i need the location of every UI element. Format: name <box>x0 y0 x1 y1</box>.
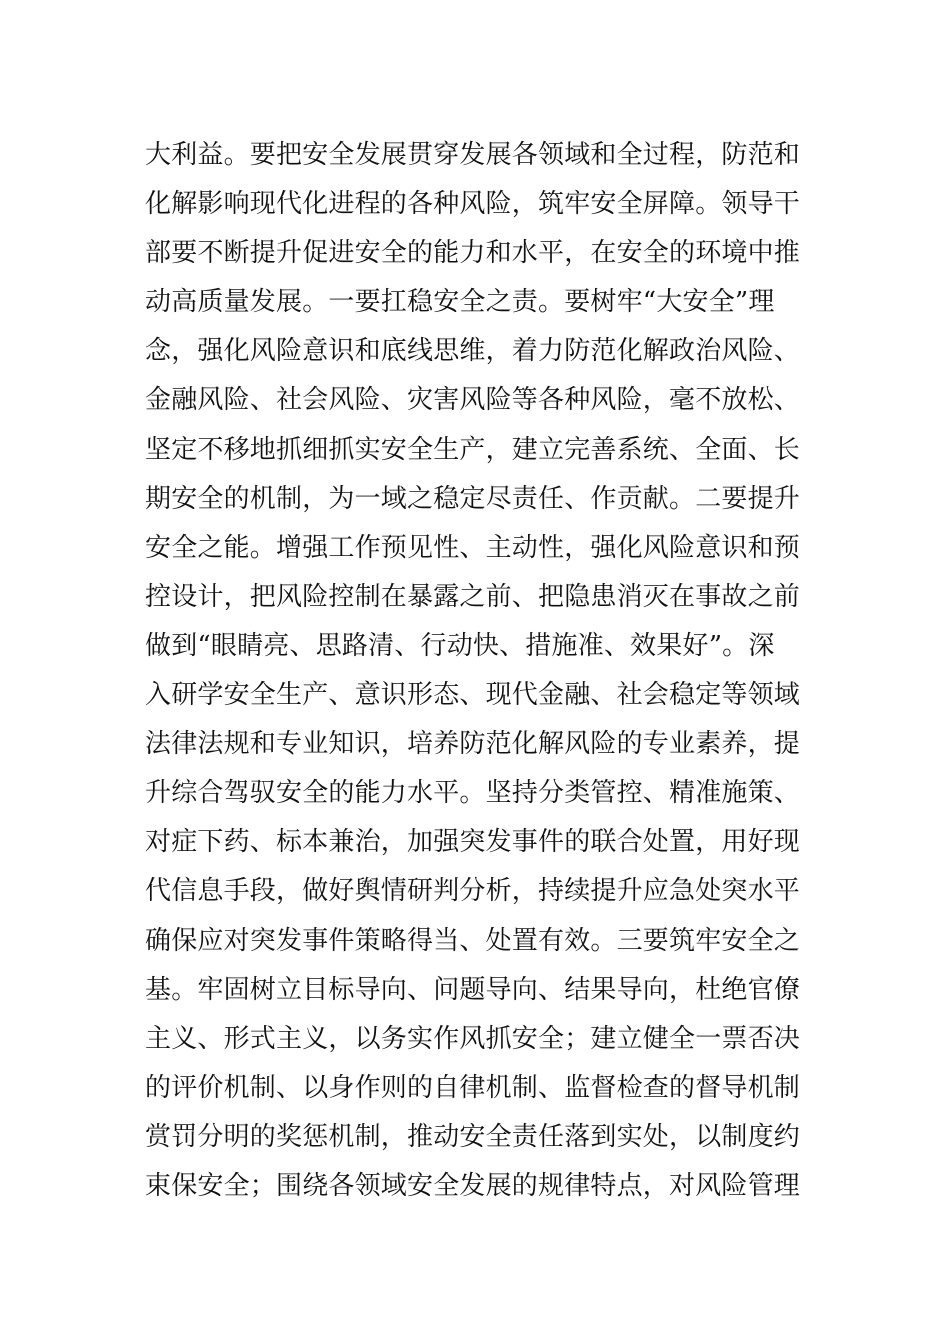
text-line: 坚定不移地抓细抓实安全生产，建立完善系统、全面、长 <box>145 434 801 465</box>
text-line: 基。牢固树立目标导向、问题导向、结果导向，杜绝官僚 <box>145 974 801 1005</box>
text-line: 代信息手段，做好舆情研判分析，持续提升应急处突水平 <box>145 876 801 907</box>
text-line: 升综合驾驭安全的能力水平。坚持分类管控、精准施策、 <box>145 778 801 809</box>
text-line: 做到“眼睛亮、思路清、行动快、措施准、效果好”。深 <box>145 630 775 661</box>
text-line: 控设计，把风险控制在暴露之前、把隐患消灭在事故之前 <box>145 581 801 612</box>
text-line: 入研学安全生产、意识形态、现代金融、社会稳定等领域 <box>145 680 801 711</box>
text-line: 期安全的机制，为一域之稳定尽责任、作贡献。二要提升 <box>145 483 801 514</box>
text-line: 法律法规和专业知识，培养防范化解风险的专业素养，提 <box>145 729 801 760</box>
text-line: 部要不断提升促进安全的能力和水平，在安全的环境中推 <box>145 238 801 269</box>
text-line: 安全之能。增强工作预见性、主动性，强化风险意识和预 <box>145 532 801 563</box>
text-line: 的评价机制、以身作则的自律机制、监督检查的督导机制 <box>145 1072 801 1103</box>
text-line: 金融风险、社会风险、灾害风险等各种风险，毫不放松、 <box>145 385 801 416</box>
text-line: 赏罚分明的奖惩机制，推动安全责任落到实处，以制度约 <box>145 1121 801 1152</box>
text-line: 主义、形式主义，以务实作风抓安全；建立健全一票否决 <box>145 1023 801 1054</box>
text-line: 确保应对突发事件策略得当、处置有效。三要筑牢安全之 <box>145 925 801 956</box>
text-line: 化解影响现代化进程的各种风险，筑牢安全屏障。领导干 <box>145 189 801 220</box>
body-text <box>145 131 815 1211</box>
text-line: 束保安全；围绕各领域安全发展的规律特点，对风险管理 <box>145 1170 801 1201</box>
text-line: 动高质量发展。一要扛稳安全之责。要树牢“大安全”理 <box>145 287 775 318</box>
text-line: 大利益。要把安全发展贯穿发展各领域和全过程，防范和 <box>145 140 801 170</box>
text-line: 对症下药、标本兼治，加强突发事件的联合处置，用好现 <box>145 827 801 858</box>
text-line: 念，强化风险意识和底线思维，着力防范化解政治风险、 <box>145 336 801 367</box>
